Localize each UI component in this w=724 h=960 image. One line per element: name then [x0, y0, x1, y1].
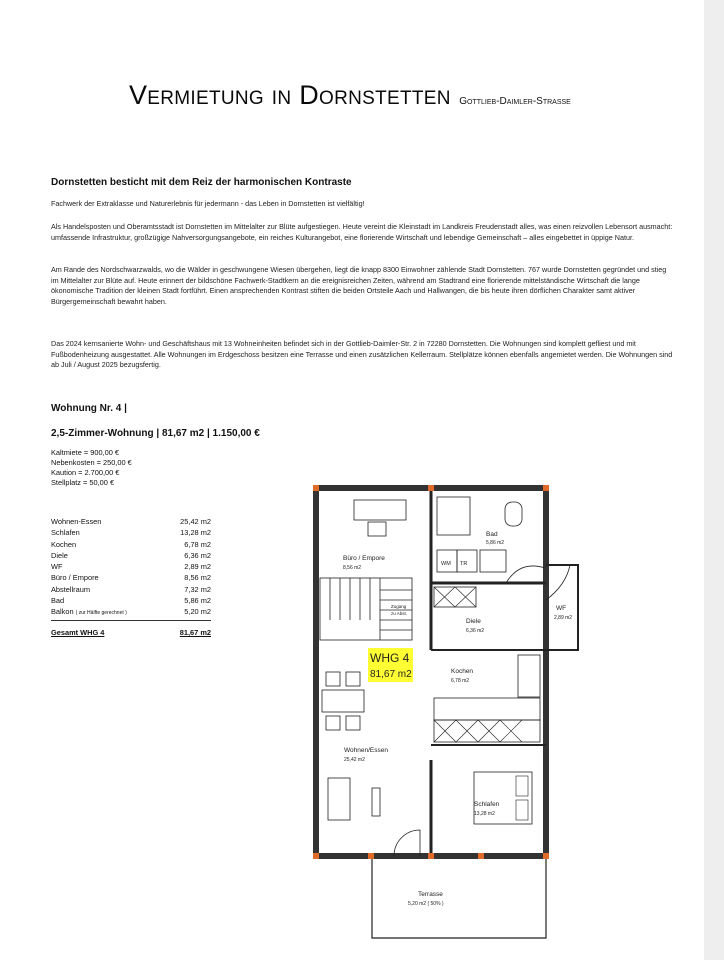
intro-paragraph-4: Das 2024 kernsanierte Wohn- und Geschäftshaus mit 13 Wohneinheiten befindet sich in der Gottlieb-Daimler-Str. 2 in 72280 Dornstetten. Die Wohnungen sind komplett gefliest und mit Fußbodenheizung ausgestattet. Alle Wohnungen im Erdgeschoss besitzen eine Terrasse und einen zusätzlichen Kellerraum. Stellplätze können ebenfalls angemietet werden. Die Wohnungen sind ab Juli / August 2025 bezugsfertig. [51, 339, 673, 369]
room-area: 2,89 m2 [184, 562, 211, 572]
staircase [320, 578, 412, 640]
dining-chair [326, 672, 340, 686]
room-name: Bad [51, 596, 65, 606]
room-name: Kochen [51, 539, 77, 549]
kitchen-cabinets [434, 720, 540, 742]
label-wm: WM [441, 561, 451, 567]
room-area: 6,36 m2 [184, 550, 211, 560]
room-name: Diele [51, 550, 68, 560]
total-area: 81,67 m2 [179, 627, 211, 637]
washbasin [480, 550, 506, 572]
label-tr: TR [460, 561, 468, 567]
room-name: Abstellraum [51, 584, 91, 594]
terrace-outline [372, 856, 546, 938]
room-area: 5,20 m2 [184, 607, 211, 617]
intro-heading: Dornstetten besticht mit dem Reiz der harmonischen Kontraste [51, 177, 352, 188]
room-area: 6,78 m2 [184, 539, 211, 549]
label-zugang: Zugang [391, 604, 407, 609]
label-buero-area: 8,56 m2 [343, 565, 362, 571]
unit-summary: 2,5-Zimmer-Wohnung | 81,67 m2 | 1.150,00 € [51, 428, 260, 439]
room-area: 7,32 m2 [184, 584, 211, 594]
unit-badge-name: WHG 4 [370, 651, 410, 665]
label-terrasse-area: 5,20 m2 ( 50% ) [408, 901, 444, 907]
cost-item: Nebenkosten = 250,00 € [51, 458, 132, 467]
dining-chair [346, 716, 360, 730]
label-bad-area: 5,86 m2 [486, 540, 505, 546]
wardrobe [434, 587, 476, 607]
total-name: Gesamt WHG 4 [51, 627, 105, 637]
label-wohnen-area: 25,42 m2 [344, 757, 365, 763]
tv-board [372, 788, 380, 816]
title-main: Vermietung in Dornstetten [129, 80, 451, 110]
dining-chair [326, 716, 340, 730]
label-schlafen: Schlafen [474, 801, 500, 808]
shower-tray [437, 497, 470, 535]
label-wohnen: Wohnen/Essen [344, 747, 388, 754]
wf-door-swing [546, 565, 570, 600]
unit-badge-area: 81,67 m2 [370, 669, 412, 680]
label-terrasse: Terrasse [418, 891, 443, 898]
label-kochen-area: 6,78 m2 [451, 678, 470, 684]
label-bad: Bad [486, 531, 498, 538]
label-diele-area: 6,36 m2 [466, 628, 485, 634]
intro-paragraph-3: Am Rande des Nordschwarzwalds, wo die Wälder in geschwungene Wiesen übergehen, liegt die knapp 8300 Einwohner zählende Stadt Dornstetten. 767 wurde Dornstetten gegründet und stieg im Mittelalter zur Blüte auf. Heute erinnert der bildschöne Fachwerk-Stadtkern an die ereignisreichen Zeiten, während am Stadtrand eine florierende mittelständische Wirtschaft die lange ökonomische Tradition der kleinen Stadt fortführt. Einen ansprechenden Kontrast stiften die beiden Ortsteile Aach und Hallwangen, die bis heute ihren dörflichen Charakter samt aktiver Bürgergemeinschaft bewahrt haben. [51, 265, 667, 306]
cost-item: Kaution = 2.700,00 € [51, 468, 120, 477]
sofa [328, 778, 350, 820]
room-name: Büro / Empore [51, 573, 99, 583]
label-buero: Büro / Empore [343, 555, 385, 562]
cost-item: Kaltmiete = 900,00 € [51, 448, 119, 457]
room-name: WF [51, 562, 63, 572]
desk [354, 500, 406, 520]
room-area: 5,86 m2 [184, 596, 211, 606]
terrace-door-swing [394, 830, 420, 856]
label-zugang-2: zu Abst. [391, 611, 408, 616]
bad-door-swing [506, 566, 545, 583]
room-area: 13,28 m2 [180, 528, 211, 538]
label-diele: Diele [466, 618, 481, 625]
chair [368, 522, 386, 536]
balkon-note: ( zur Hälfte gerechnet ) [75, 610, 127, 617]
room-name: Balkon [51, 607, 74, 617]
intro-paragraph-2: Als Handelsposten und Oberamtsstadt ist Dornstetten im Mittelalter zur Blüte aufgestiegen. Heute vereint die Kleinstadt im Landkreis Freudenstadt alles, was einen reizvollen Lebensort ausmacht: umfassende Infrastruktur, großzügige Nahversorgungsangebote, ein reiches Kulturangebot, eine florierende Wirtschaft und lebendige Gemeinschaft – alles eingebettet in üppige Natur. [51, 222, 673, 242]
dining-chair [346, 672, 360, 686]
cost-item: Stellplatz = 50,00 € [51, 478, 115, 487]
unit-name: Wohnung Nr. 4 | [51, 403, 127, 414]
kitchen-counter-bottom [434, 698, 540, 720]
room-name: Schlafen [51, 528, 80, 538]
room-name: Wohnen-Essen [51, 517, 102, 526]
title-sub: Gottlieb-Daimler-Strasse [459, 96, 571, 107]
room-area: 25,42 m2 [180, 517, 211, 526]
room-area: 8,56 m2 [184, 573, 211, 583]
label-wf-area: 2,89 m2 [554, 615, 573, 621]
label-wf: WF [556, 605, 567, 612]
label-schlafen-area: 13,28 m2 [474, 811, 495, 817]
label-kochen: Kochen [451, 668, 474, 675]
toilet [505, 502, 522, 526]
intro-paragraph-1: Fachwerk der Extraklasse und Naturerlebnis für jedermann - das Leben in Dornstetten ist vielfältig! [51, 199, 365, 208]
kitchen-counter-right [518, 655, 540, 697]
dining-table [322, 690, 364, 712]
